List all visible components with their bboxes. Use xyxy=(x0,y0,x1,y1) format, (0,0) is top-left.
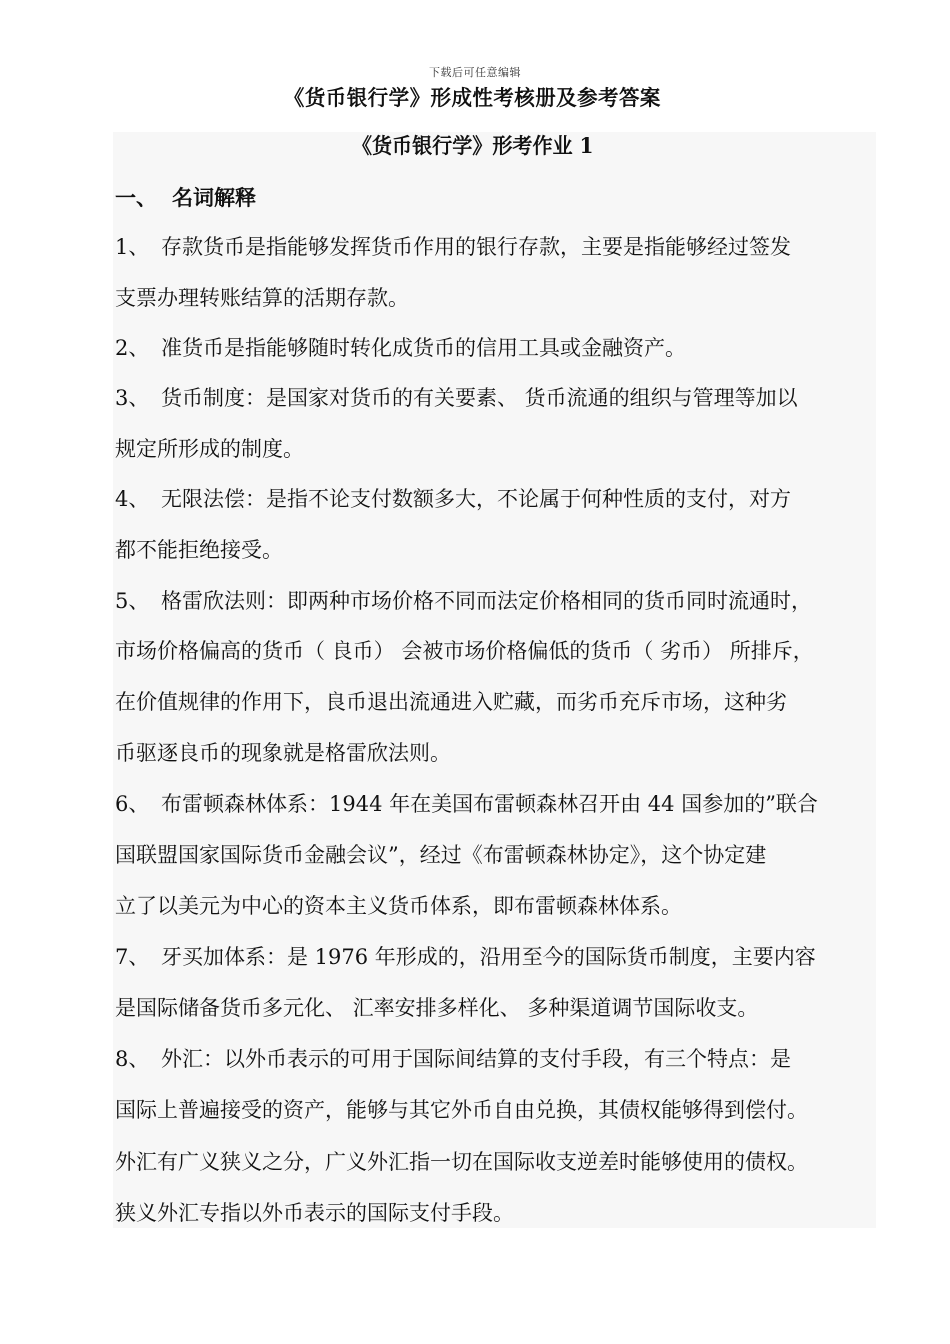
line-text: 规定所形成的制度。 xyxy=(115,437,304,461)
item-index: 1、 xyxy=(115,235,150,259)
line-text: 狭义外汇专指以外币表示的国际支付手段。 xyxy=(115,1201,514,1225)
line-16 xyxy=(115,1044,791,1074)
watermark-header: 下载后可任意编辑 xyxy=(429,66,521,79)
item-index: 7、 xyxy=(115,945,150,969)
line-12 xyxy=(115,840,766,870)
line-19 xyxy=(115,1198,514,1228)
line-text: 在价值规律的作用下，良币退出流通进入贮藏，而劣币充斥市场，这种劣 xyxy=(115,690,787,714)
line-17 xyxy=(115,1095,808,1125)
line-text: 都不能拒绝接受。 xyxy=(115,538,283,562)
line-text: 准货币是指能够随时转化成货币的信用工具或金融资产。 xyxy=(161,336,686,360)
line-text: 支票办理转账结算的活期存款。 xyxy=(115,286,409,310)
line-text: 格雷欣法则：即两种市场价格不同而法定价格相同的货币同时流通时， xyxy=(161,589,812,613)
line-14 xyxy=(115,942,816,972)
line-text: 存款货币是指能够发挥货币作用的银行存款，主要是指能够经过签发 xyxy=(161,235,791,259)
section-title: 《货币银行学》形考作业 1 xyxy=(351,133,594,158)
line-text: 市场价格偏高的货币（ 良币） 会被市场价格偏低的货币（ 劣币） 所排斥， xyxy=(115,639,814,663)
part-heading xyxy=(115,182,256,212)
line-text: 是国际储备货币多元化、 汇率安排多样化、 多种渠道调节国际收支。 xyxy=(115,996,759,1020)
line-text: 货币制度：是国家对货币的有关要素、 货币流通的组织与管理等加以 xyxy=(161,386,798,410)
line-6 xyxy=(115,535,283,565)
line-text: 无限法偿：是指不论支付数额多大，不论属于何种性质的支付，对方 xyxy=(161,487,791,511)
line-4 xyxy=(115,434,304,464)
line-7 xyxy=(115,586,812,616)
line-text: 国联盟国家国际货币金融会议”，经过《布雷顿森林协定》，这个协定建 xyxy=(115,843,767,867)
line-8 xyxy=(115,636,814,666)
line-0 xyxy=(115,232,791,262)
line-5 xyxy=(115,484,791,514)
line-text: 布雷顿森林体系：1944 年在美国布雷顿森林召开由 44 国参加的”联合 xyxy=(161,792,818,816)
item-index: 3、 xyxy=(115,386,150,410)
line-text: 牙买加体系：是 1976 年形成的，沿用至今的国际货币制度，主要内容 xyxy=(161,945,816,969)
line-text: 立了以美元为中心的资本主义货币体系，即布雷顿森林体系。 xyxy=(115,894,682,918)
line-9 xyxy=(115,687,787,717)
part-label: 名词解释 xyxy=(172,185,256,210)
item-index: 6、 xyxy=(115,792,150,816)
line-text: 外汇有广义狭义之分，广义外汇指一切在国际收支逆差时能够使用的债权。 xyxy=(115,1150,808,1174)
item-index: 2、 xyxy=(115,336,150,360)
line-13 xyxy=(115,891,682,921)
part-number: 一、 xyxy=(115,185,157,210)
line-text: 国际上普遍接受的资产，能够与其它外币自由兑换，其债权能够得到偿付。 xyxy=(115,1098,808,1122)
line-10 xyxy=(115,738,451,768)
item-index: 5、 xyxy=(115,589,150,613)
line-11 xyxy=(115,789,818,819)
line-1 xyxy=(115,283,409,313)
item-index: 4、 xyxy=(115,487,150,511)
document-title: 《货币银行学》形成性考核册及参考答案 xyxy=(283,85,661,110)
line-2 xyxy=(115,333,686,363)
line-text: 币驱逐良币的现象就是格雷欣法则。 xyxy=(115,741,451,765)
line-3 xyxy=(115,383,798,413)
line-18 xyxy=(115,1147,808,1177)
line-text: 外汇：以外币表示的可用于国际间结算的支付手段，有三个特点：是 xyxy=(161,1047,791,1071)
item-index: 8、 xyxy=(115,1047,150,1071)
line-15 xyxy=(115,993,758,1023)
